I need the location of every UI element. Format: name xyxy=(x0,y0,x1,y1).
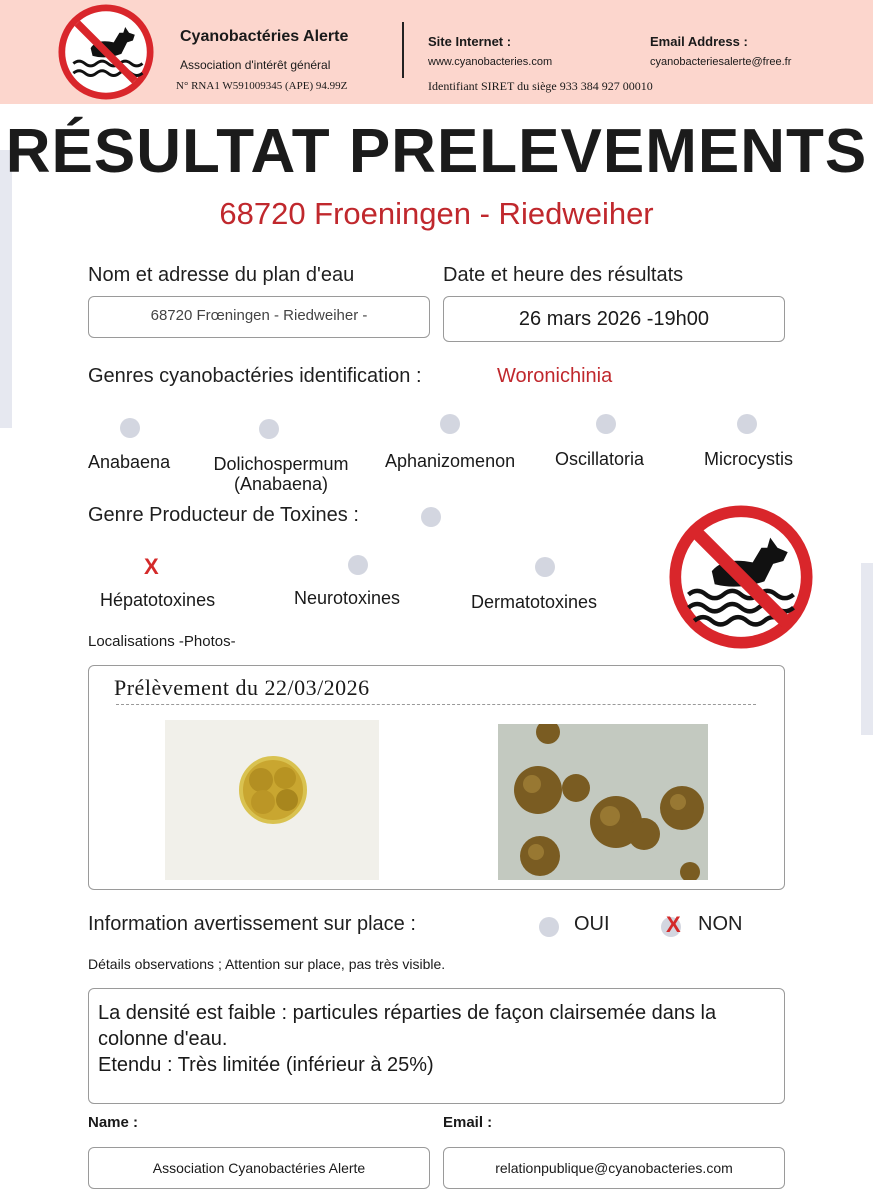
plan-eau-field[interactable] xyxy=(88,296,430,338)
observations-line-1: La densité est faible : particules réparties de façon clairsemée dans la xyxy=(98,1002,717,1024)
toxine-hepatotoxines: Hépatotoxines xyxy=(100,590,216,610)
org-name: Cyanobactéries Alerte xyxy=(180,28,349,45)
genus-dolichospermum: Dolichospermum xyxy=(213,454,349,474)
org-rna: N° RNA1 W591009345 (APE) 94.99Z xyxy=(176,80,348,92)
right-side-bar xyxy=(861,563,873,735)
microcystis-radio[interactable] xyxy=(737,414,757,434)
date-label: Date et heure des résultats xyxy=(443,264,684,286)
toxine-dermatotoxines: Dermatotoxines xyxy=(471,592,598,612)
genus-aphanizomenon: Aphanizomenon xyxy=(385,451,516,471)
email-field-label: Email : xyxy=(443,1114,493,1131)
plan-eau-value: 68720 Frœningen - Riedweiher - xyxy=(150,307,368,324)
genus-microcystis: Microcystis xyxy=(704,449,793,469)
anabaena-radio[interactable] xyxy=(120,418,140,438)
prelevement-label: Prélèvement du 22/03/2026 xyxy=(114,675,370,700)
dermatotoxines-radio[interactable] xyxy=(535,557,555,577)
genus-anabaena: Anabaena xyxy=(88,452,171,472)
site-url[interactable]: www.cyanobacteries.com xyxy=(428,56,553,68)
neurotoxines-radio[interactable] xyxy=(348,555,368,575)
dolichospermum-radio[interactable] xyxy=(259,419,279,439)
org-type: Association d'intérêt général xyxy=(180,58,331,72)
details-label: Détails observations ; Attention sur place, pas très visible. xyxy=(88,956,446,972)
page-subtitle: 68720 Froeningen - Riedweiher xyxy=(219,196,654,231)
email-field-value: relationpublique@cyanobacteries.com xyxy=(495,1160,733,1176)
plan-eau-label: Nom et adresse du plan d'eau xyxy=(88,264,355,286)
observations-line-2: colonne d'eau. xyxy=(98,1028,228,1050)
email-label: Email Address : xyxy=(650,34,748,49)
prelevement-divider xyxy=(116,704,756,705)
genres-value: Woronichinia xyxy=(497,365,613,387)
page-title: RÉSULTAT PRELEVEMENTS xyxy=(5,117,868,186)
no-dog-swimming-icon xyxy=(668,504,814,650)
siret: Identifiant SIRET du siège 933 384 927 00010 xyxy=(428,79,653,93)
oscillatoria-radio[interactable] xyxy=(596,414,616,434)
toxines-radio[interactable] xyxy=(421,507,441,527)
no-dog-swimming-icon xyxy=(58,4,154,100)
genus-dolichospermum-sub: (Anabaena) xyxy=(233,474,329,494)
name-value: Association Cyanobactéries Alerte xyxy=(152,1160,366,1176)
aphanizomenon-radio[interactable] xyxy=(440,414,460,434)
toxine-neurotoxines: Neurotoxines xyxy=(294,588,401,608)
hepatotoxines-checked-mark[interactable]: X xyxy=(144,554,159,579)
avertissement-label: Information avertissement sur place : xyxy=(88,913,416,935)
localisations-label: Localisations -Photos- xyxy=(88,633,236,650)
email-value[interactable]: cyanobacteriesalerte@free.fr xyxy=(650,56,792,68)
microscope-photo-multiple-colonies xyxy=(498,724,708,880)
email-field[interactable] xyxy=(443,1147,785,1189)
observations-line-3: Etendu : Très limitée (inférieur à 25%) xyxy=(98,1054,434,1076)
genres-label: Genres cyanobactéries identification : xyxy=(88,365,422,387)
header-divider xyxy=(402,22,404,78)
oui-radio[interactable] xyxy=(539,917,559,937)
non-checked-mark[interactable]: X xyxy=(666,912,681,937)
name-field[interactable] xyxy=(88,1147,430,1189)
non-label: NON xyxy=(698,913,743,935)
date-field[interactable] xyxy=(443,296,785,342)
toxines-label: Genre Producteur de Toxines : xyxy=(88,504,359,526)
site-label: Site Internet : xyxy=(428,34,512,49)
oui-label: OUI xyxy=(574,913,610,935)
date-value: 26 mars 2026 -19h00 xyxy=(518,308,710,330)
microscope-photo-single-colony xyxy=(165,720,379,880)
left-side-bar xyxy=(0,150,12,428)
genus-oscillatoria: Oscillatoria xyxy=(555,449,645,469)
observations-text xyxy=(98,1000,778,1078)
name-label: Name : xyxy=(88,1114,139,1131)
